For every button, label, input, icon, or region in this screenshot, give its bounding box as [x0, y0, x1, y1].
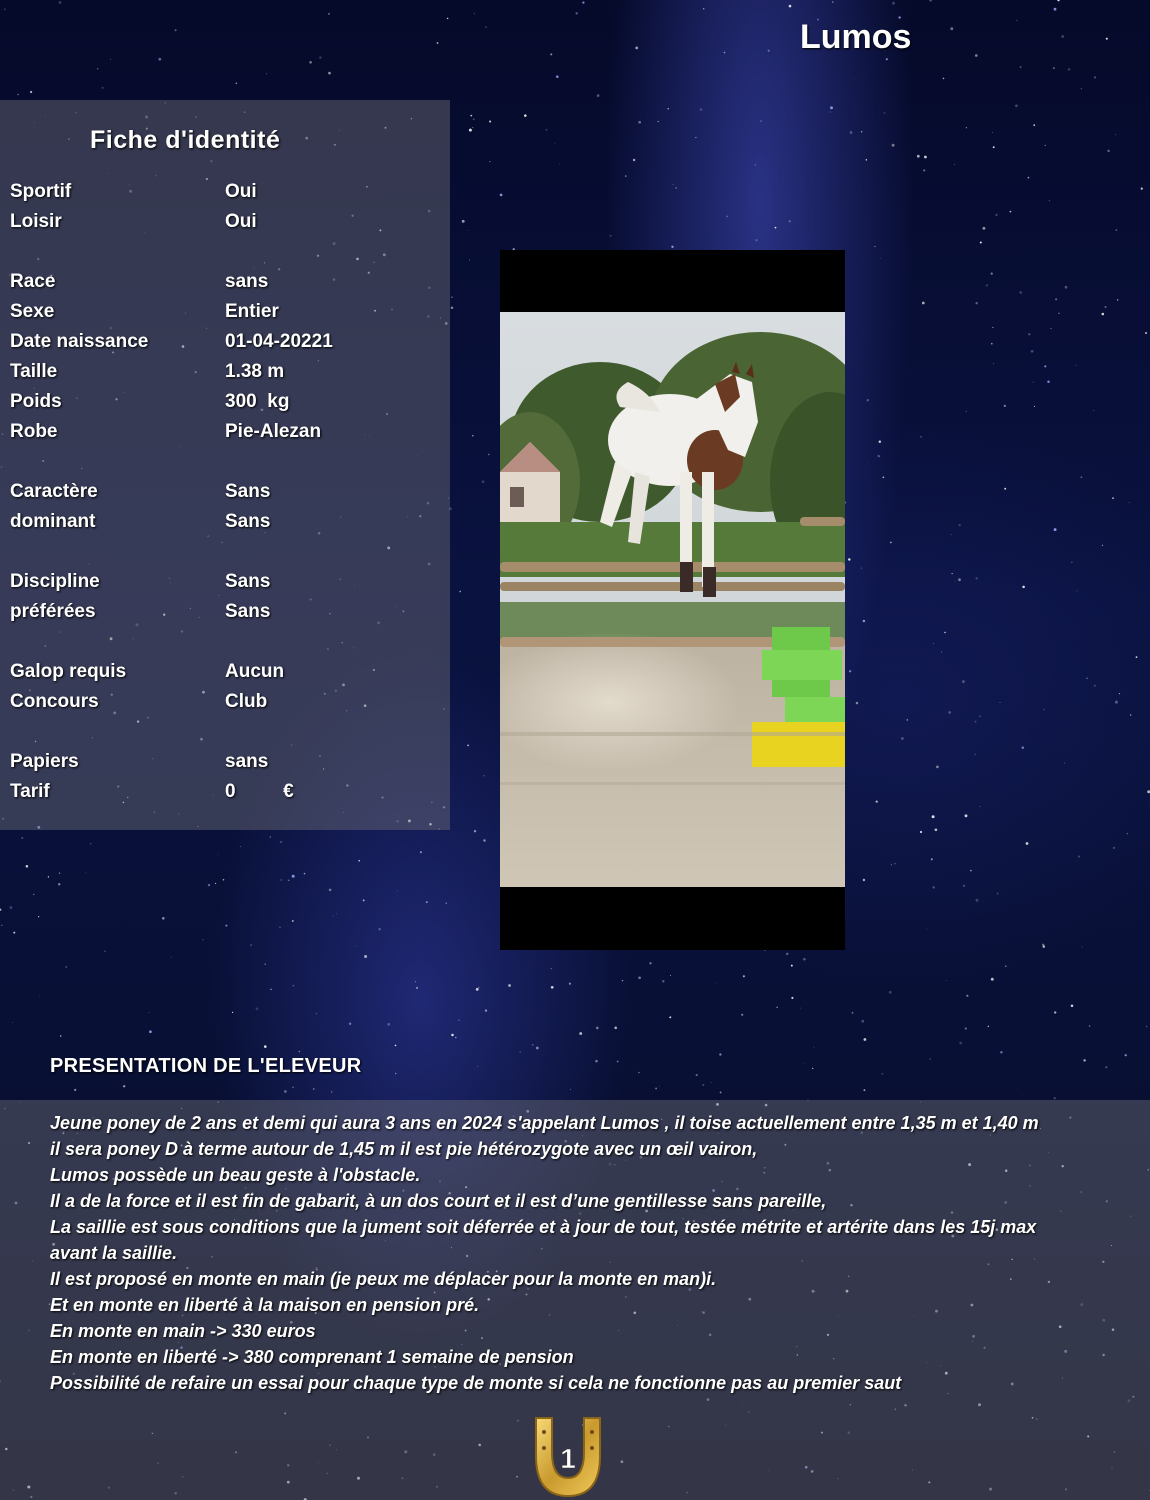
identity-label: Sexe: [10, 301, 55, 322]
identity-value: 300 kg: [225, 391, 290, 412]
identity-value: sans: [225, 751, 269, 772]
identity-row-sportif: [10, 177, 440, 207]
identity-row-poids: [10, 387, 440, 417]
identity-value: 1.38 m: [225, 361, 285, 382]
identity-label: Papiers: [10, 751, 79, 772]
identity-value: Entier: [225, 301, 279, 322]
identity-label: Tarif: [10, 781, 50, 802]
identity-label: Galop requis: [10, 661, 127, 682]
identity-value: Aucun: [225, 661, 285, 682]
presentation-line: En monte en main -> 330 euros: [50, 1321, 316, 1341]
identity-value: sans: [225, 271, 269, 292]
identity-label: Race: [10, 271, 56, 292]
identity-label: Poids: [10, 391, 62, 412]
presentation-line: Il a de la force et il est fin de gabarit, à un dos court et il est d’une gentillesse sans pareille,: [50, 1191, 827, 1211]
horseshoe-icon: [522, 1412, 614, 1500]
identity-row-race: [10, 267, 440, 297]
identity-label: Concours: [10, 691, 99, 712]
identity-value: Oui: [225, 181, 257, 202]
identity-row-tarif: [10, 777, 440, 807]
identity-label: Loisir: [10, 211, 62, 232]
identity-label: dominant: [10, 511, 96, 532]
presentation-line: Possibilité de refaire un essai pour chaque type de monte si cela ne fonctionne pas au premier saut: [50, 1373, 902, 1393]
identity-row-caractere: [10, 477, 440, 507]
presentation-text: [50, 1110, 1130, 1396]
identity-row-concours: [10, 687, 440, 717]
presentation-line: avant la saillie.: [50, 1243, 178, 1263]
page-title: Lumos: [800, 18, 912, 56]
presentation-line: il sera poney D à terme autour de 1,45 m il est pie hétérozygote avec un œil vairon,: [50, 1139, 758, 1159]
identity-label: Caractère: [10, 481, 98, 502]
identity-value: 01-04-20221: [225, 331, 333, 352]
presentation-line: Il est proposé en monte en main (je peux me déplacer pour la monte en man)i.: [50, 1269, 717, 1289]
identity-label: préférées: [10, 601, 96, 622]
horse-jumping-image: [500, 312, 845, 887]
identity-row-galop-requis: [10, 657, 440, 687]
identity-card: [0, 100, 450, 830]
presentation-line: La saillie est sous conditions que la jument soit déferrée et à jour de tout, testée métrite et artérite dans les 15j max: [50, 1217, 1037, 1237]
identity-value: Sans: [225, 571, 271, 592]
identity-value: Sans: [225, 601, 271, 622]
presentation-title: PRESENTATION DE L'ELEVEUR: [50, 1055, 362, 1077]
horse-photo: [500, 250, 845, 950]
presentation-line: En monte en liberté -> 380 comprenant 1 semaine de pension: [50, 1347, 574, 1367]
identity-row-discipline: [10, 567, 440, 597]
identity-value: Oui: [225, 211, 257, 232]
identity-row-dominant: [10, 507, 440, 537]
page-number: 1: [560, 1443, 576, 1474]
identity-row-loisir: [10, 207, 440, 237]
identity-title: Fiche d'identité: [90, 126, 281, 154]
identity-row-papiers: [10, 747, 440, 777]
identity-row-date-naissance: [10, 327, 440, 357]
presentation-line: Lumos possède un beau geste à l'obstacle.: [50, 1165, 421, 1185]
identity-value: Club: [225, 691, 268, 712]
identity-row-taille: [10, 357, 440, 387]
identity-value: Sans: [225, 511, 271, 532]
identity-value: Pie-Alezan: [225, 421, 322, 442]
identity-label: Date naissance: [10, 331, 149, 352]
presentation-line: Jeune poney de 2 ans et demi qui aura 3 ans en 2024 s'appelant Lumos , il toise actuellement entre 1,35 m et 1,40 m: [50, 1113, 1039, 1133]
identity-label: Sportif: [10, 181, 72, 202]
identity-value: Sans: [225, 481, 271, 502]
identity-label: Taille: [10, 361, 58, 382]
identity-label: Discipline: [10, 571, 100, 592]
identity-row-sexe: [10, 297, 440, 327]
presentation-line: Et en monte en liberté à la maison en pension pré.: [50, 1295, 480, 1315]
identity-value: 0 €: [225, 781, 294, 802]
identity-row-preferees: [10, 597, 440, 627]
identity-row-robe: [10, 417, 440, 447]
identity-label: Robe: [10, 421, 58, 442]
